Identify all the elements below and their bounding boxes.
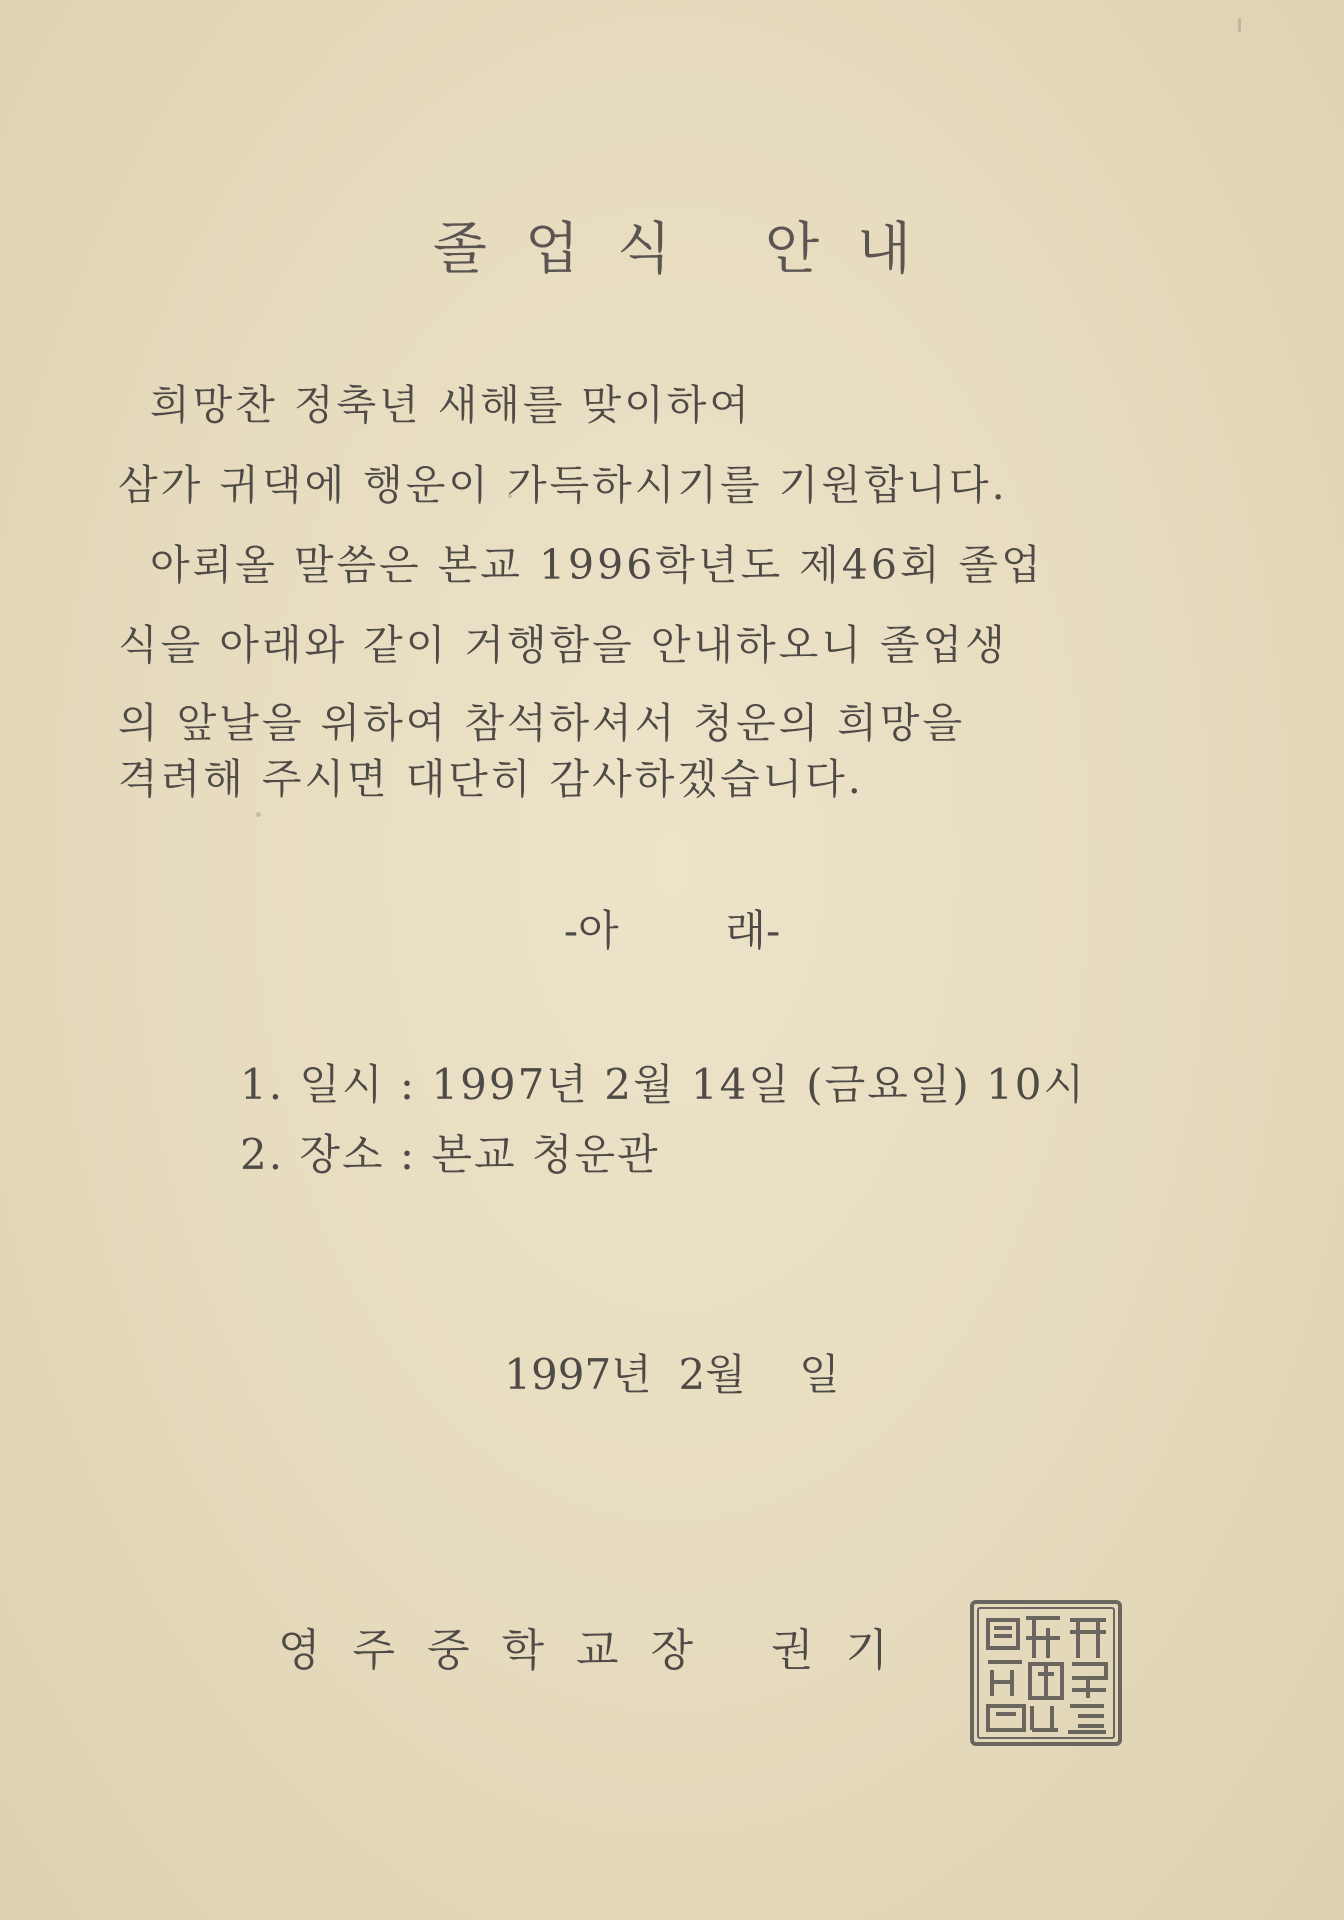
notice-heading: -아 래- xyxy=(563,906,781,955)
body-line: 식을 아래와 같이 거행함을 안내하오니 졸업생 xyxy=(118,621,1008,669)
paper-speck xyxy=(1238,18,1241,32)
body-line: 아뢰올 말씀은 본교 1996학년도 제46회 졸업 xyxy=(150,541,1044,589)
detail-item-datetime: 1. 일시 : 1997년 2월 14일 (금요일) 10시 xyxy=(240,1060,1087,1109)
body-line: 격려해 주시면 대단히 감사하겠습니다. xyxy=(118,755,864,803)
detail-item-location: 2. 장소 : 본교 청운관 xyxy=(240,1130,660,1179)
official-seal-icon xyxy=(968,1598,1124,1748)
document-title: 졸업식 안내 xyxy=(432,217,950,282)
body-line: 삼가 귀댁에 행운이 가득하시기를 기원합니다. xyxy=(118,461,1008,509)
paper-speck xyxy=(256,812,261,817)
principal-signature: 영주중학교장 권기 xyxy=(278,1625,921,1676)
body-line: 희망찬 정축년 새해를 맞이하여 xyxy=(150,381,752,429)
issue-date: 1997년 2월 일 xyxy=(504,1350,840,1399)
body-line: 의 앞날을 위하여 참석하셔서 청운의 희망을 xyxy=(118,699,966,747)
